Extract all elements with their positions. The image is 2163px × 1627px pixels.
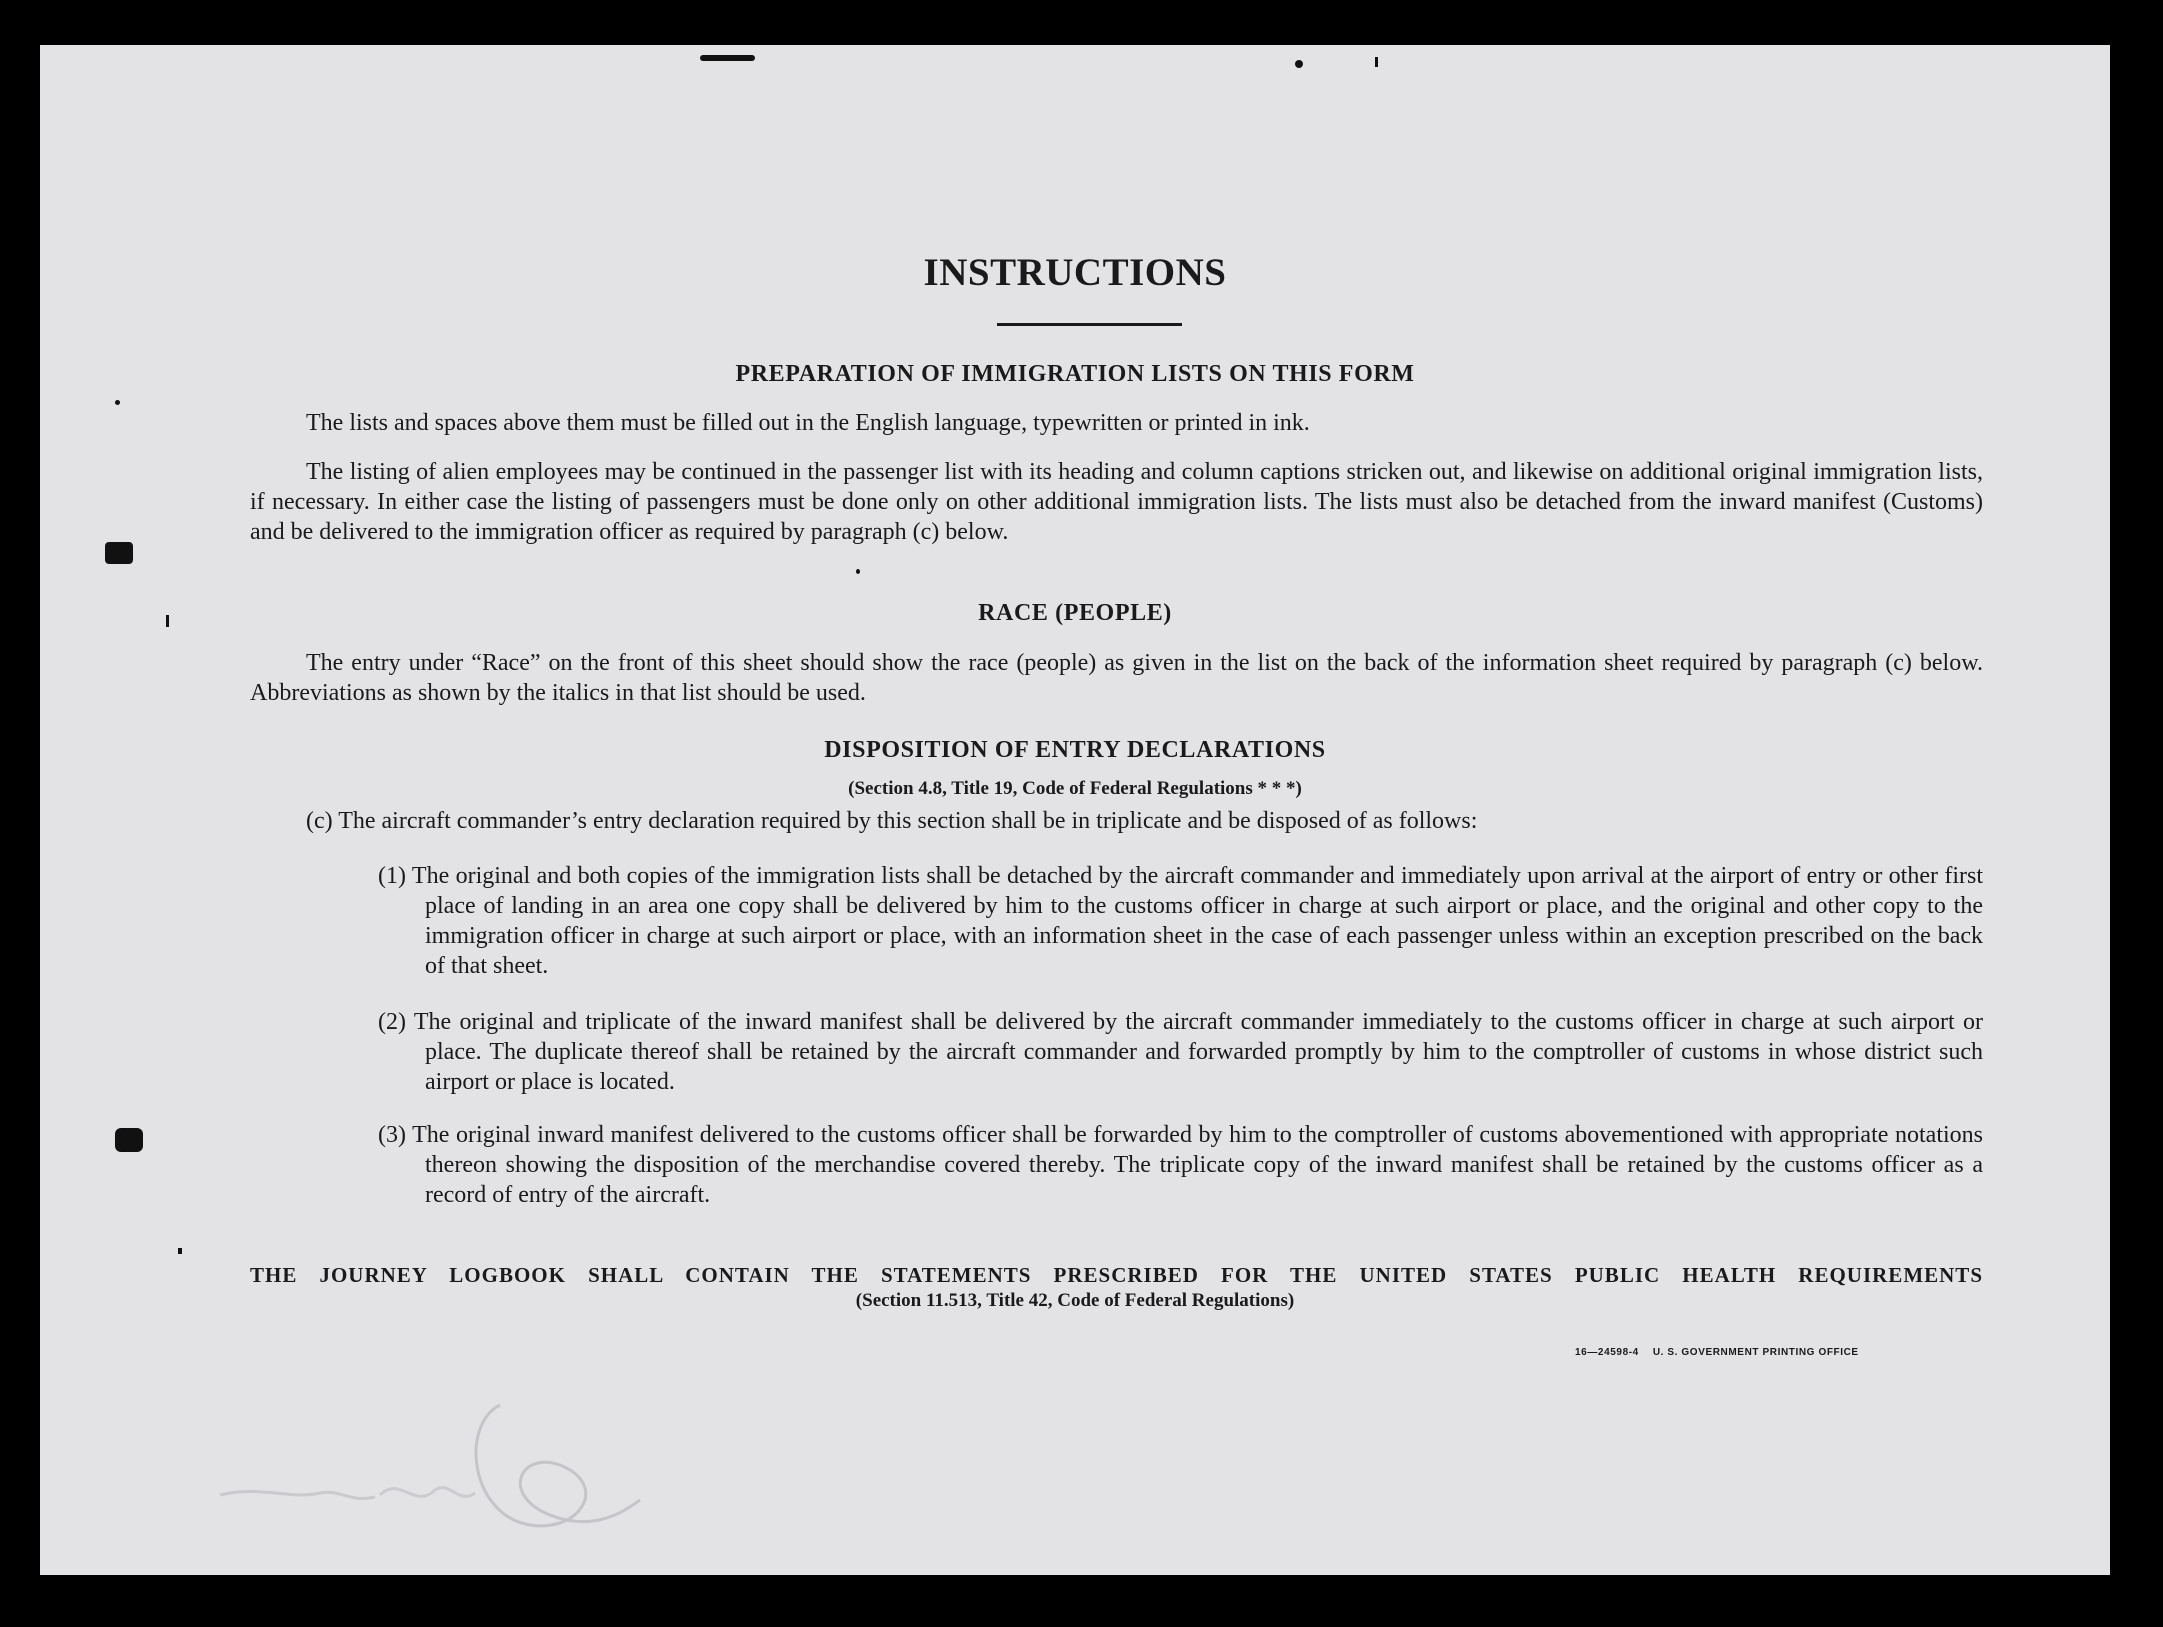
page-title: INSTRUCTIONS	[923, 251, 1227, 294]
public-health-citation: (Section 11.513, Title 42, Code of Federal Regulations)	[855, 1290, 1295, 1311]
speck-mark	[178, 1248, 182, 1254]
speck-mark	[700, 55, 755, 61]
preparation-paragraph-2: The listing of alien employees may be continued in the passenger list with its heading and column captions stricken out, and likewise on additional original immigration lists, if necessary. In either case the listing of passengers must be done only on other additional immigration lists. The lists must also be detached from the inward manifest (Customs) and be delivered to the immigration officer as required by paragraph (c) below.	[250, 459, 1983, 545]
public-health-statement: THE JOURNEY LOGBOOK SHALL CONTAIN THE STATEMENTS PRESCRIBED FOR THE UNITED STATES PUBLIC HEALTH REQUIREMENTS	[250, 1263, 1983, 1287]
document-page	[40, 45, 2110, 1575]
race-heading: RACE (PEOPLE)	[978, 600, 1172, 626]
printer-name: U. S. GOVERNMENT PRINTING OFFICE	[1652, 1347, 1859, 1358]
bleed-through-mark	[840, 165, 894, 199]
disposition-citation: (Section 4.8, Title 19, Code of Federal Regulations * * *)	[848, 778, 1302, 799]
form-number: 16—24598-4	[1575, 1347, 1639, 1358]
speck-mark	[115, 400, 120, 405]
preparation-heading: PREPARATION OF IMMIGRATION LISTS ON THIS FORM	[735, 361, 1415, 387]
preparation-paragraph-1: The lists and spaces above them must be filled out in the English language, typewritten or printed in ink.	[306, 410, 1310, 436]
punch-hole-mark	[105, 542, 133, 564]
speck-mark	[856, 569, 860, 574]
disposition-item-2: (2) The original and triplicate of the inward manifest shall be delivered by the aircraft commander immediately to the customs officer in charge at such airport or place. The duplicate thereof shall be retained by the aircraft commander and forwarded promptly by him to the comptroller of customs in whose district such airport or place is located.	[378, 1009, 1983, 1095]
faint-signature	[200, 1365, 720, 1565]
punch-hole-mark	[115, 1128, 143, 1152]
race-paragraph: The entry under “Race” on the front of this sheet should show the race (people) as given in the list on the back of the information sheet required by paragraph (c) below. Abbreviations as shown by the italics in that list should be used.	[250, 650, 1983, 706]
disposition-item-1: (1) The original and both copies of the immigration lists shall be detached by the aircraft commander and immediately upon arrival at the airport of entry or other first place of landing in an area one copy shall be delivered by him to the customs officer in charge at such airport or place, and the original and other copy to the immigration officer in charge at such airport or place, with an information sheet in the case of each passenger unless within an exception prescribed on the back of that sheet.	[378, 863, 1983, 979]
printer-imprint	[1575, 1347, 1859, 1358]
speck-mark	[1295, 60, 1303, 68]
disposition-intro: (c) The aircraft commander’s entry declaration required by this section shall be in triplicate and be disposed of as follows:	[306, 808, 1478, 834]
title-underline	[997, 323, 1182, 326]
disposition-item-3: (3) The original inward manifest delivered to the customs officer shall be forwarded by him to the comptroller of customs abovementioned with appropriate notations thereon showing the disposition of the merchandise covered thereby. The triplicate copy of the inward manifest shall be retained by the customs officer as a record of entry of the aircraft.	[378, 1122, 1983, 1208]
disposition-heading: DISPOSITION OF ENTRY DECLARATIONS	[824, 737, 1326, 763]
speck-mark	[1375, 57, 1378, 67]
